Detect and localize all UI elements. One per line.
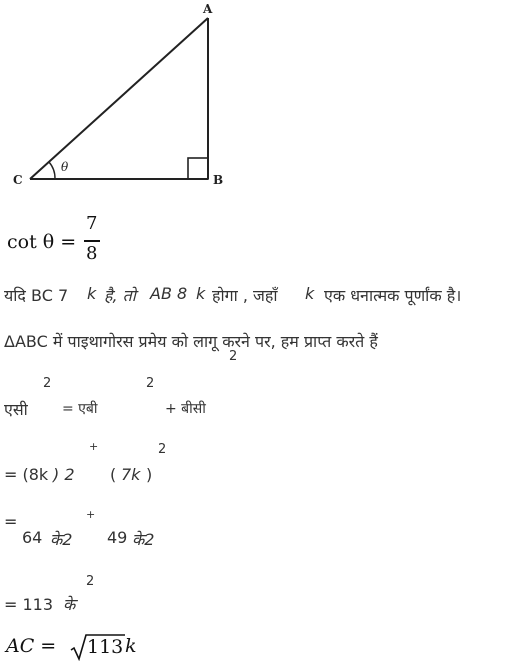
line4-s1: 2: [158, 442, 167, 457]
line1-k2: k: [196, 284, 206, 303]
fraction-denominator: 8: [86, 243, 98, 264]
line6-t1: = 113: [4, 595, 54, 614]
line1-part2: है, तो: [104, 286, 136, 305]
line6-t2: के: [63, 595, 76, 614]
line5-t4: के2: [132, 530, 155, 549]
line4-t4: 7k: [121, 465, 141, 484]
line3-s1: 2: [43, 376, 52, 391]
line4-t1: = (8k: [4, 465, 49, 484]
line1-k1: k: [87, 284, 97, 303]
line5-t1: 64: [22, 528, 43, 547]
vertex-c-label: C: [13, 173, 23, 187]
line3-t2: = एबी: [62, 401, 98, 417]
cot-lhs: cot θ =: [7, 231, 77, 253]
line1-part3: AB 8: [150, 284, 188, 303]
line4-t2: ) 2: [53, 465, 75, 484]
line5-t3: 49: [107, 528, 128, 547]
final-k: k: [125, 635, 137, 657]
line3-s2: 2: [146, 376, 155, 391]
statement-line-2: ΔABC में पाइथागोरस प्रमेय को लागू करने पर, हम प्राप्त करते हैं: [4, 332, 378, 351]
line4-t3: (: [110, 465, 117, 484]
angle-theta-label: θ: [61, 160, 69, 174]
triangle-diagram: [0, 0, 240, 200]
line5-eq: =: [4, 512, 18, 531]
line1-part1: यदि BC 7: [4, 286, 69, 305]
fraction-bar: [84, 240, 100, 242]
line6-s1: 2: [86, 574, 95, 589]
fraction-numerator: 7: [86, 213, 98, 234]
line3-t1: एसी: [4, 400, 28, 419]
line4-t5: ): [146, 465, 153, 484]
line1-part5: एक धनात्मक पूर्णांक है।: [324, 286, 462, 305]
line5-plus: +: [86, 508, 96, 521]
vertex-b-label: B: [213, 173, 224, 187]
final-radicand: 113: [87, 636, 124, 658]
vertex-a-label: A: [203, 2, 213, 16]
line1-part4: होगा , जहाँ: [212, 286, 278, 305]
line3-s3: 2: [229, 349, 238, 364]
line5-t2: के2: [50, 530, 73, 549]
line1-k3: k: [305, 284, 315, 303]
line4-plus: +: [89, 440, 99, 453]
line3-t3: + बीसी: [165, 401, 206, 417]
final-lhs: AC =: [6, 635, 57, 657]
